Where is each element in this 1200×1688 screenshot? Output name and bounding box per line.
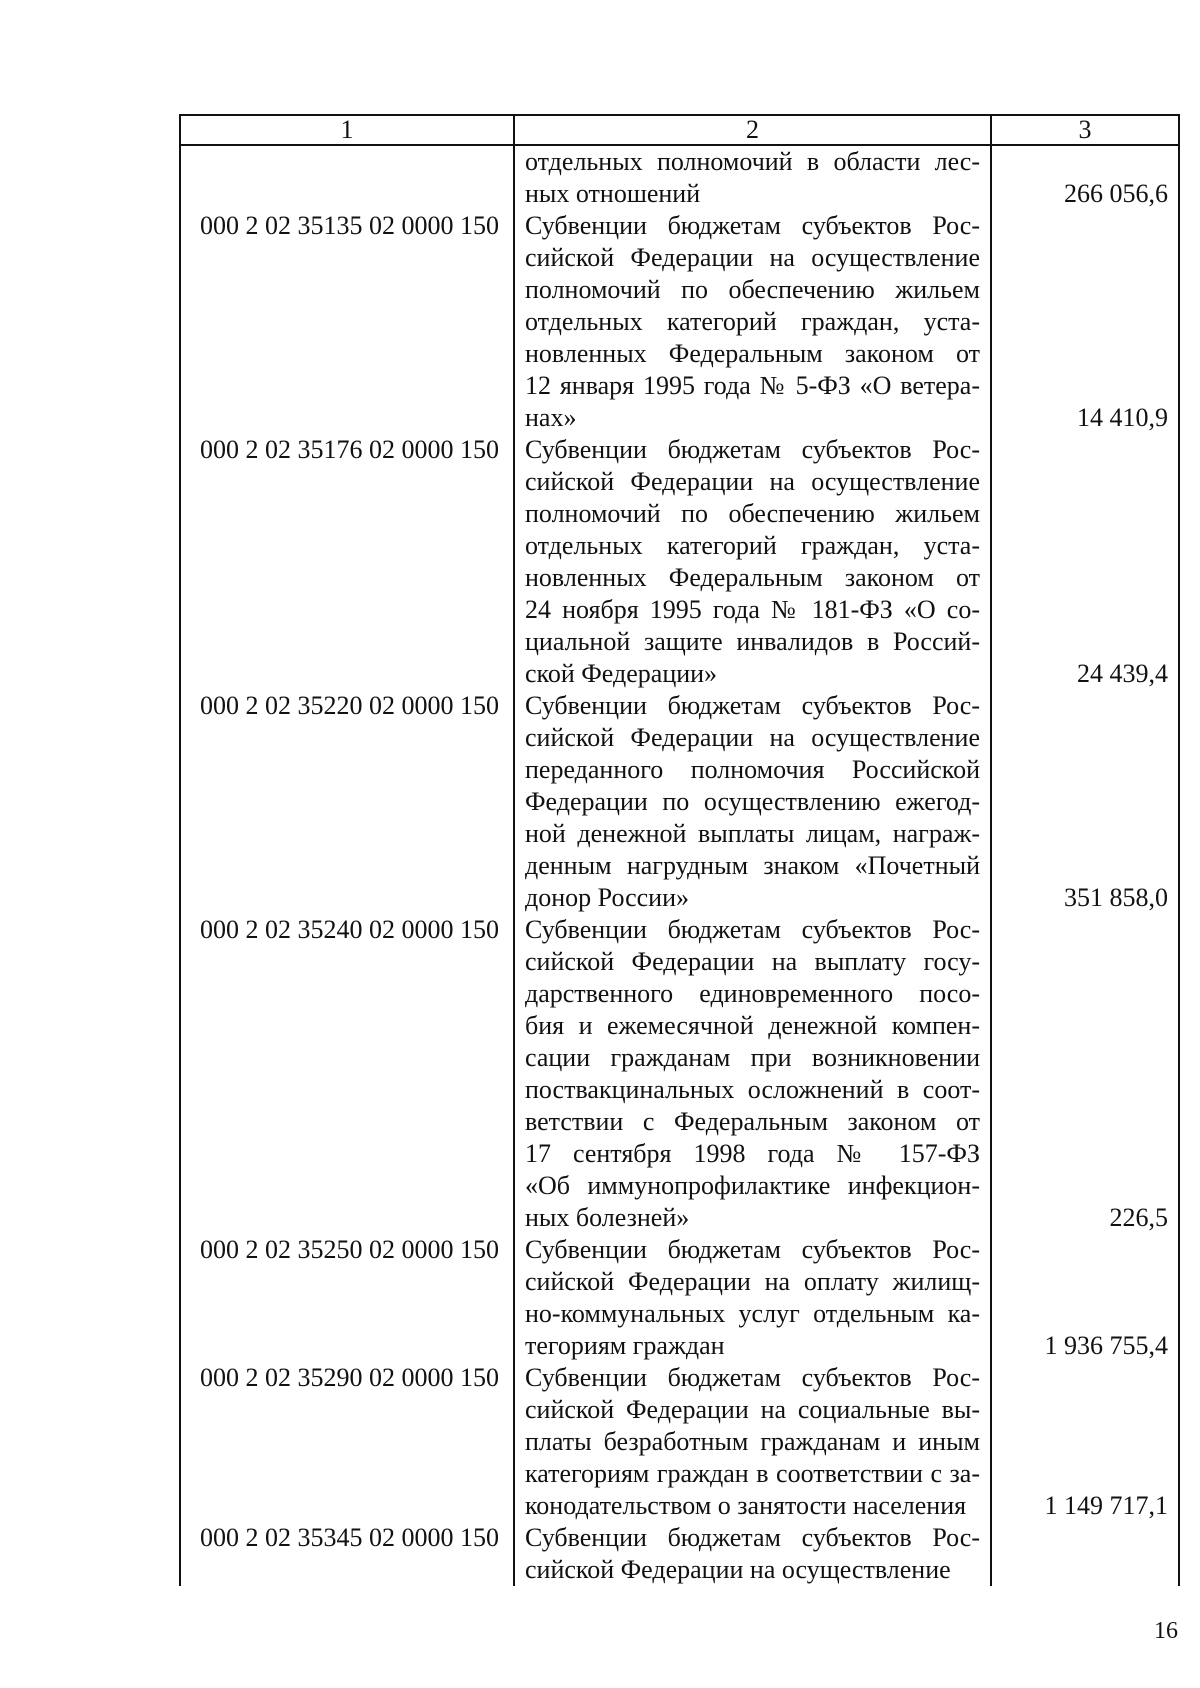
description-line: сийской Федерации на выплату госу- — [525, 947, 980, 976]
description-line: Субвенции бюджетам субъектов Рос- — [525, 1363, 980, 1392]
budget-code: 000 2 02 35220 02 0000 150 — [200, 691, 499, 720]
budget-code: 000 2 02 35345 02 0000 150 — [200, 1523, 499, 1552]
description-line: 12 января 1995 года № 5-ФЗ «О ветера- — [525, 371, 980, 400]
description-line: ской Федерации» — [525, 659, 718, 688]
table-row — [180, 210, 1179, 434]
description-line: полномочий по обеспечению жильем — [525, 275, 980, 304]
description-line: Федерации по осуществлению ежегод- — [525, 787, 980, 816]
description-line: платы безработным гражданам и иным — [525, 1427, 980, 1456]
budget-code: 000 2 02 35240 02 0000 150 — [200, 915, 499, 944]
amount-value: 266 056,6 — [1064, 179, 1168, 208]
table-row — [180, 914, 1179, 1234]
amount-value: 1 936 755,4 — [1044, 1331, 1168, 1360]
description-line: но-коммунальных услуг отдельным ка- — [525, 1299, 980, 1328]
table-row — [180, 434, 1179, 690]
amount-value: 226,5 — [1109, 1203, 1168, 1232]
budget-code-cell — [180, 1234, 514, 1362]
description-line: 17 сентября 1998 года № 157-ФЗ — [525, 1139, 980, 1168]
budget-code-cell — [180, 145, 514, 210]
table-body — [180, 145, 1179, 1586]
description-line: конодательством о занятости населения — [525, 1491, 967, 1520]
description-line: дарственного единовременного посо- — [525, 979, 980, 1008]
description-line: 24 ноября 1995 года № 181-ФЗ «О со- — [525, 595, 980, 624]
description-line: новленных Федеральным законом от — [525, 339, 980, 368]
column-header-2: 2 — [514, 115, 991, 145]
amount-cell — [991, 210, 1179, 434]
description-line: Субвенции бюджетам субъектов Рос- — [525, 435, 980, 464]
description-line: Субвенции бюджетам субъектов Рос- — [525, 211, 980, 240]
description-line: категориям граждан в соответствии с за- — [525, 1459, 980, 1488]
budget-code-cell — [180, 914, 514, 1234]
page-number: 16 — [1154, 1618, 1178, 1644]
table-header-row — [180, 115, 1179, 145]
description-cell — [514, 1234, 991, 1362]
amount-cell — [991, 690, 1179, 914]
description-line: ветствии с Федеральным законом от — [525, 1107, 980, 1136]
description-cell — [514, 690, 991, 914]
amount-value: 1 149 717,1 — [1044, 1491, 1168, 1520]
description-line: поствакцинальных осложнений в соот- — [525, 1075, 980, 1104]
amount-value: 14 410,9 — [1077, 403, 1168, 432]
description-line: Субвенции бюджетам субъектов Рос- — [525, 1235, 980, 1264]
table-row — [180, 145, 1179, 210]
description-line: сийской Федерации на социальные вы- — [525, 1395, 980, 1424]
description-line: ной денежной выплаты лицам, награж- — [525, 819, 980, 848]
amount-cell — [991, 914, 1179, 1234]
amount-cell — [991, 1522, 1179, 1586]
amount-cell — [991, 1234, 1179, 1362]
description-line: бия и ежемесячной денежной компен- — [525, 1011, 980, 1040]
budget-code-cell — [180, 690, 514, 914]
amount-value: 351 858,0 — [1064, 883, 1168, 912]
budget-code-cell — [180, 1522, 514, 1586]
column-header-1: 1 — [180, 115, 514, 145]
description-cell — [514, 145, 991, 210]
budget-code: 000 2 02 35135 02 0000 150 — [200, 211, 499, 240]
description-line: сийской Федерации на осуществление — [525, 723, 980, 752]
description-line: Субвенции бюджетам субъектов Рос- — [525, 1523, 980, 1552]
table-row — [180, 690, 1179, 914]
description-line: сийской Федерации на осуществление — [525, 1555, 951, 1584]
budget-code-cell — [180, 434, 514, 690]
description-line: «Об иммунопрофилактике инфекцион- — [525, 1171, 980, 1200]
description-cell — [514, 434, 991, 690]
budget-code-cell — [180, 1362, 514, 1522]
description-line: нах» — [525, 403, 577, 432]
description-cell — [514, 914, 991, 1234]
description-line: отдельных полномочий в области лес- — [525, 147, 980, 176]
description-line: сации гражданам при возникновении — [525, 1043, 980, 1072]
description-line: Субвенции бюджетам субъектов Рос- — [525, 915, 980, 944]
description-cell — [514, 1522, 991, 1586]
budget-code: 000 2 02 35290 02 0000 150 — [200, 1363, 499, 1392]
table-row — [180, 1362, 1179, 1522]
budget-code: 000 2 02 35250 02 0000 150 — [200, 1235, 499, 1264]
description-line: денным нагрудным знаком «Почетный — [525, 851, 980, 880]
description-line: отдельных категорий граждан, уста- — [525, 307, 980, 336]
description-line: донор России» — [525, 883, 690, 912]
description-cell — [514, 1362, 991, 1522]
description-line: сийской Федерации на осуществление — [525, 243, 980, 272]
description-cell — [514, 210, 991, 434]
description-line: Субвенции бюджетам субъектов Рос- — [525, 691, 980, 720]
column-header-3: 3 — [991, 115, 1179, 145]
table-row — [180, 1522, 1179, 1586]
budget-code: 000 2 02 35176 02 0000 150 — [200, 435, 499, 464]
description-line: полномочий по обеспечению жильем — [525, 499, 980, 528]
description-line: ных болезней» — [525, 1203, 690, 1232]
amount-cell — [991, 1362, 1179, 1522]
description-line: сийской Федерации на оплату жилищ- — [525, 1267, 980, 1296]
budget-code-cell — [180, 210, 514, 434]
budget-table — [179, 114, 1180, 1586]
description-line: ных отношений — [525, 179, 701, 208]
amount-cell — [991, 145, 1179, 210]
description-line: сийской Федерации на осуществление — [525, 467, 980, 496]
description-line: новленных Федеральным законом от — [525, 563, 980, 592]
amount-value: 24 439,4 — [1077, 659, 1168, 688]
description-line: циальной защите инвалидов в Россий- — [525, 627, 980, 656]
description-line: тегориям граждан — [525, 1331, 725, 1360]
table-row — [180, 1234, 1179, 1362]
amount-cell — [991, 434, 1179, 690]
description-line: переданного полномочия Российской — [525, 755, 980, 784]
description-line: отдельных категорий граждан, уста- — [525, 531, 980, 560]
